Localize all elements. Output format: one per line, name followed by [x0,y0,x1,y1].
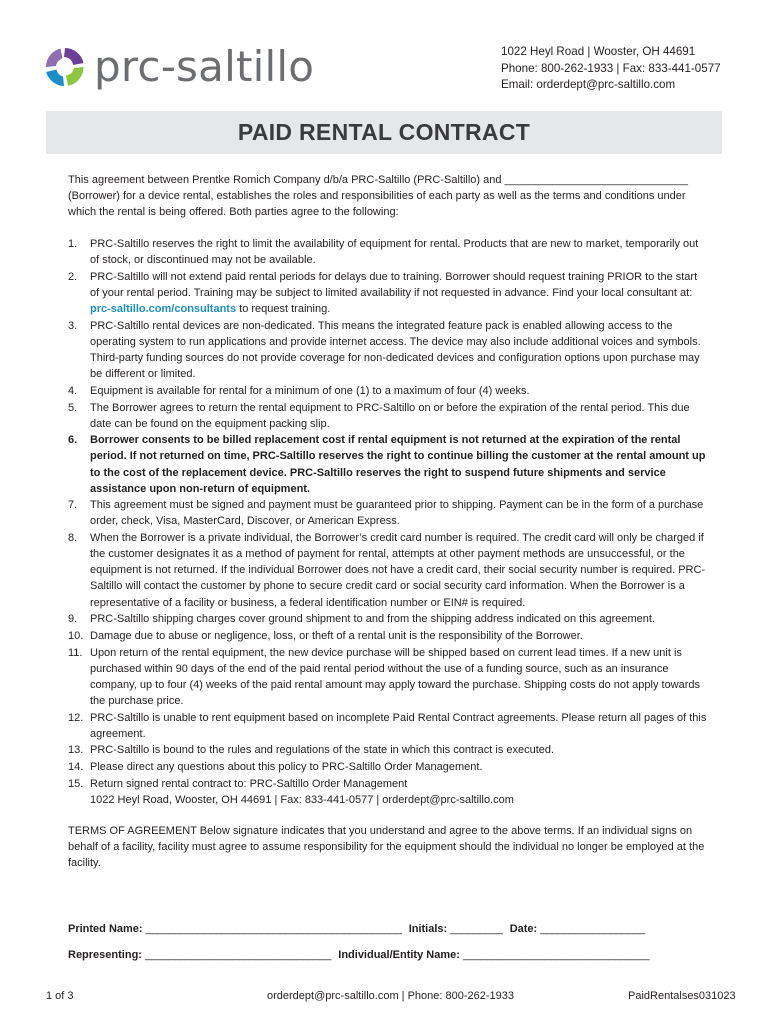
term-number: 9. [68,613,78,626]
term-text: PRC-Saltillo shipping charges cover ground shipment to and from the shipping address indicated on this agreement. [90,613,655,626]
company-contact [501,44,721,94]
logo-text: prc-saltillo [94,42,315,91]
term-text-part: PRC-Saltillo will not extend paid rental periods for delays due to training. Borrower should request training PRIOR to the start of your rental period. Training may be subject to limited availability if not requested in advance. Find your local consultant at: [90,271,698,300]
term-number: 15. [68,777,84,790]
date-field[interactable]: __________________ [540,923,645,935]
initials-field[interactable]: _________ [450,923,503,935]
representing-label: Representing: [68,949,142,961]
term-text: When the Borrower is a private individual, the Borrower’s credit card number is required. The credit card will only be charged if the customer designates it as a method of payment for rental, attempts at other payment methods are unsuccessful, or the equipment is not returned. If the individual Borrower does not have a credit card, their social security number is required. PRC-Saltillo will contact the customer by phone to secure credit card or social security card information. When the Borrower is a representative of a facility or business, a federal identification number or EIN# is required. [90,532,706,609]
representing-field[interactable]: ________________________________ [145,949,332,961]
term-item [68,759,708,775]
term-text [90,269,708,317]
term-number: 4. [68,384,78,397]
form-code: PaidRentalses031023 [628,990,736,1002]
page-number: 1 of 3 [46,990,74,1002]
term-item [68,400,708,432]
term-number: 14. [68,761,84,773]
terms-of-agreement: TERMS OF AGREEMENT Below signature indicates that you understand and agree to the above terms. If an individual signs on behalf of a facility, facility must agree to assume responsibility for the equipment should the individual no longer be employed at the facility. [68,824,705,870]
contract-body [68,172,708,871]
initials-label: Initials: [408,923,448,935]
term-item [68,628,708,644]
term-text: PRC-Saltillo rental devices are non-dedicated. This means the integrated feature pack is enabled allowing access to the operating system to run applications and provide internet access. The device may also include additional voices and symbols. Third-party funding sources do not provide coverage for non-dedicated devices and configuration options upon purchase may be different or limited. [90,319,701,381]
date-label: Date: [509,923,538,935]
term-text: PRC-Saltillo is bound to the rules and regulations of the state in which this contract is executed. [90,744,555,757]
term-item [68,645,708,709]
printed-name-field[interactable]: ____________________________________________ [145,923,402,935]
company-logo [42,42,314,92]
term-item [68,611,708,627]
term-item [68,318,708,382]
page-header [0,0,770,110]
intro-paragraph: This agreement between Prentke Romich Company d/b/a PRC-Saltillo (PRC-Saltillo) and ______________________________ (Borrower) for a device rental, establishes the roles and responsibilities of each party as well as the terms and conditions under which the rental is being offered. Both parties agree to the following: [68,174,689,219]
term-number: 13. [68,744,84,757]
signature-row-2 [68,949,649,961]
term-number: 10. [68,629,84,642]
signature-row-1 [68,923,645,935]
term-item [68,710,708,742]
entity-name-label: Individual/Entity Name: [338,949,460,961]
term-item [68,383,708,399]
term-item-bold [68,432,708,496]
term-text: Upon return of the rental equipment, the new device purchase will be shipped based on current lead times. If a new unit is purchased within 90 days of the end of the paid rental period without the use of a funding source, such as an insurance company, up to four (4) weeks of the paid rental amount may apply toward the purchase. Shipping costs do not apply towards the purchase price. [90,646,701,707]
term-text-part: to request training. [236,303,331,316]
term-number: 7. [68,499,78,512]
consultants-link[interactable]: prc-saltillo.com/consultants [90,303,237,316]
entity-name-field[interactable]: ________________________________ [462,949,650,961]
term-number: 5. [68,401,78,414]
term-item [68,742,708,758]
printed-name-label: Printed Name: [68,923,143,935]
term-text: Borrower consents to be billed replacement cost if rental equipment is not returned at the expiration of the rental period. If not returned on time, PRC-Saltillo reserves the right to continue billing the customer at the rental amount up to the cost of the replacement device. PRC-Saltillo reserves the right to suspend future shipments and service assistance upon non-return of equipment. [90,434,706,495]
term-text: This agreement must be signed and payment must be guaranteed prior to shipping. Payment can be in the form of a purchase order, check, Visa, MasterCard, Discover, or American Express. [90,499,704,528]
term-number: 11. [68,646,83,659]
return-address-line: Return signed rental contract to: PRC-Saltillo Order Management [90,777,408,790]
term-text: The Borrower agrees to return the rental equipment to PRC-Saltillo on or before the expiration of the rental period. This due date can be found on the equipment packing slip. [90,401,690,430]
term-number: 8. [68,532,78,545]
company-address: 1022 Heyl Road | Wooster, OH 44691 [501,45,696,58]
term-item [68,236,708,268]
term-text: Equipment is available for rental for a minimum of one (1) to a maximum of four (4) weeks. [90,384,530,397]
term-text: PRC-Saltillo reserves the right to limit the availability of equipment for rental. Products that are new to market, temporarily out of stock, or discontinued may not be available. [90,238,699,267]
term-text: Damage due to abuse or negligence, loss, or theft of a rental unit is the responsibility of the Borrower. [90,629,583,642]
term-item [68,776,708,808]
company-phone-fax: Phone: 800-262-1933 | Fax: 833-441-0577 [501,61,721,75]
footer-contact: orderdept@prc-saltillo.com | Phone: 800-262-1933 [267,990,514,1002]
term-number: 6. [68,434,78,447]
term-item [68,269,708,317]
logo-mark-icon [42,44,88,90]
return-address-line: 1022 Heyl Road, Wooster, OH 44691 | Fax: 833-441-0577 | orderdept@prc-saltillo.com [90,793,514,806]
term-item [68,530,708,610]
term-text [90,776,708,808]
title-band [46,111,722,154]
term-number: 3. [68,319,78,332]
term-number: 2. [68,271,78,284]
term-item [68,497,708,529]
term-text: Please direct any questions about this policy to PRC-Saltillo Order Management. [90,761,483,773]
page-title: PAID RENTAL CONTRACT [237,119,531,145]
term-text: PRC-Saltillo is unable to rent equipment based on incomplete Paid Rental Contract agreements. Please return all pages of this agreement. [90,711,707,740]
term-number: 12. [68,711,84,724]
terms-list [68,236,708,808]
company-email: Email: orderdept@prc-saltillo.com [501,78,676,91]
term-number: 1. [68,238,78,251]
